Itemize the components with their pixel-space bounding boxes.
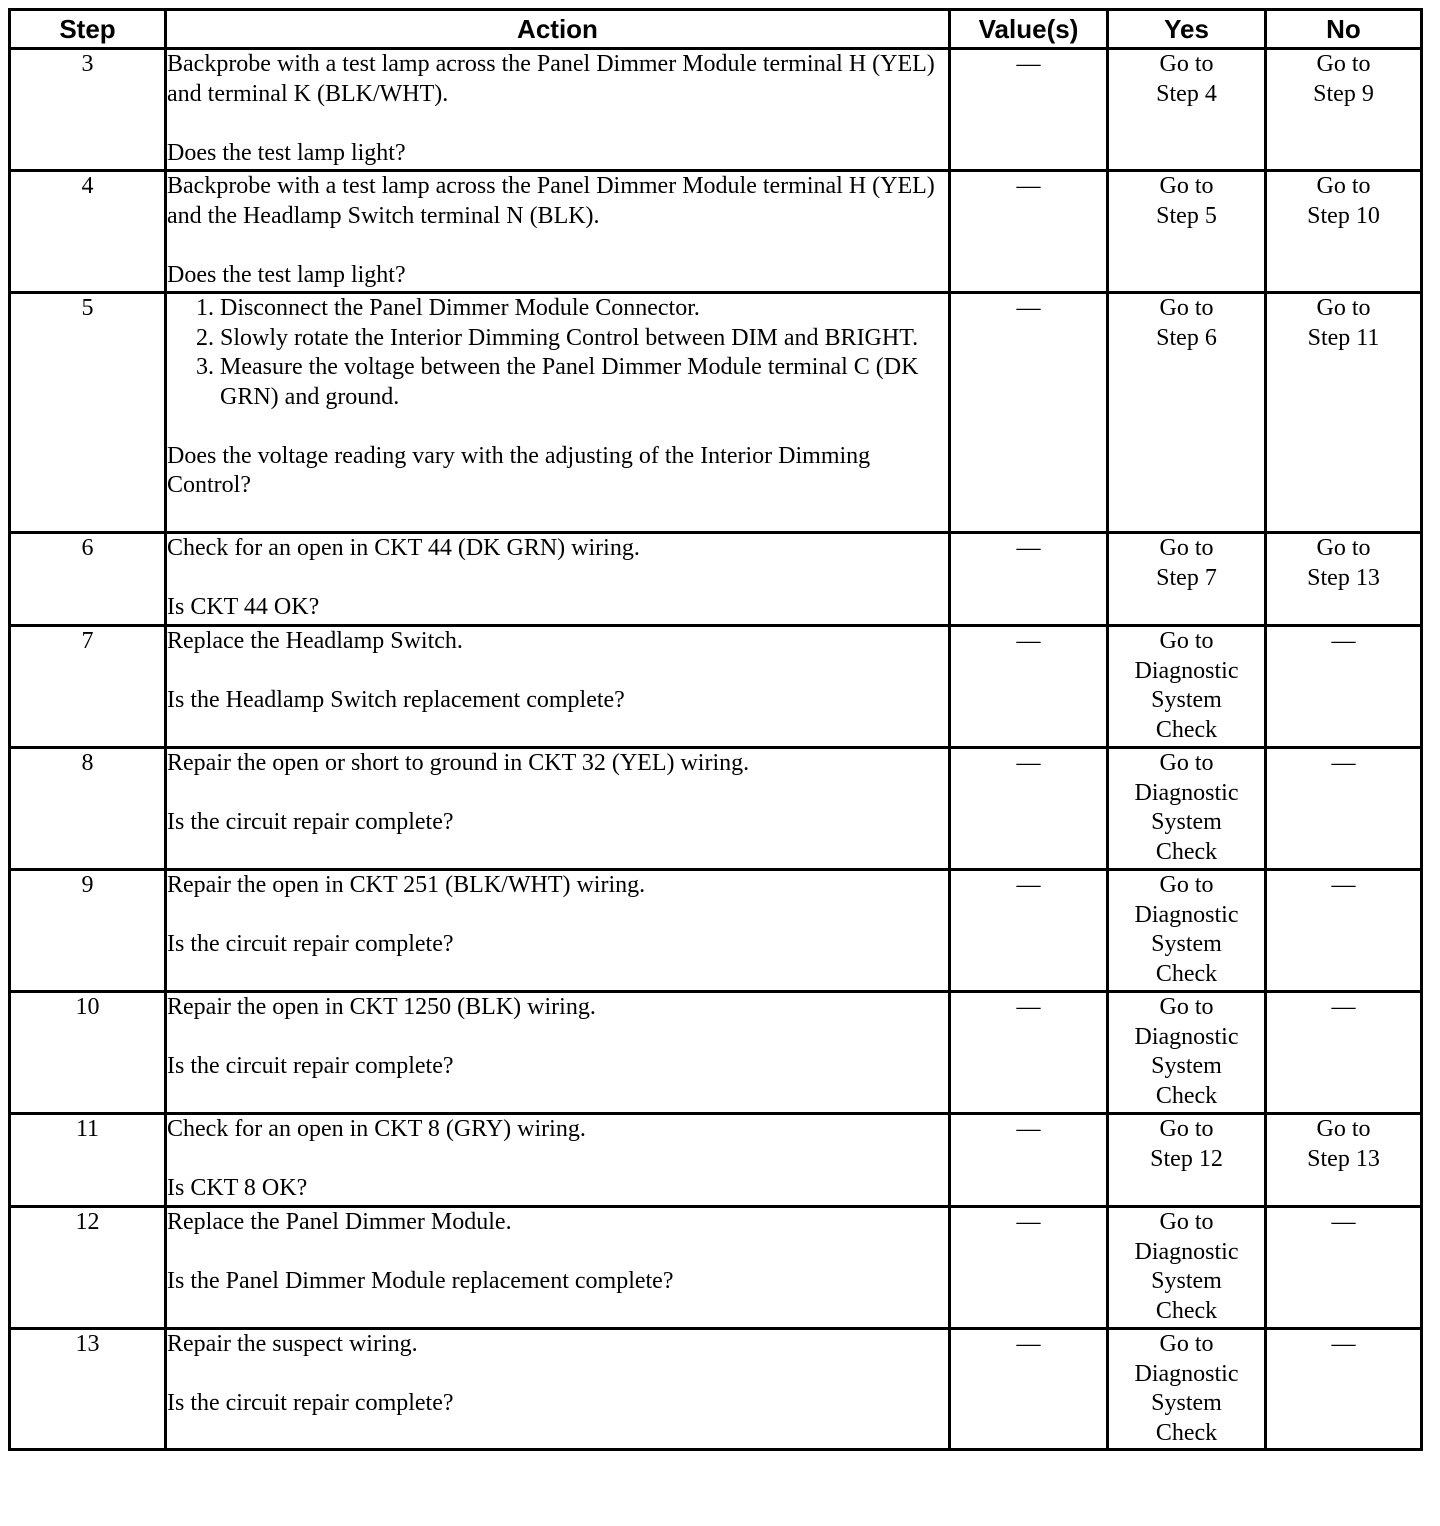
no-line: Go to: [1316, 535, 1371, 561]
action-instruction: Repair the open in CKT 1250 (BLK) wiring.: [167, 994, 596, 1020]
yes-cell: [1108, 533, 1266, 626]
no-line: Step 9: [1313, 80, 1374, 107]
table-row: [10, 171, 1422, 293]
yes-line: Go to: [1159, 872, 1214, 898]
no-line: Step 13: [1307, 1145, 1380, 1172]
no-line: Step 10: [1307, 202, 1380, 229]
no-line: Go to: [1316, 295, 1371, 321]
yes-line: Check: [1155, 838, 1218, 865]
value-cell: —: [950, 1329, 1108, 1450]
header-yes: Yes: [1108, 10, 1266, 49]
yes-line: System: [1151, 687, 1222, 713]
yes-line: Check: [1155, 1082, 1218, 1109]
yes-line: Check: [1155, 960, 1218, 987]
no-line: Step 13: [1307, 564, 1380, 591]
no-cell: [1266, 171, 1422, 293]
yes-line: Step 7: [1156, 564, 1217, 591]
value-cell: —: [950, 293, 1108, 533]
yes-line: Diagnostic: [1134, 779, 1239, 806]
action-question: Is the circuit repair complete?: [167, 1053, 454, 1079]
table-row: [10, 1207, 1422, 1329]
yes-line: Step 5: [1156, 202, 1217, 229]
value-cell: —: [950, 171, 1108, 293]
procedure-item: 1. Disconnect the Panel Dimmer Module Connector.: [220, 294, 948, 324]
action-cell: [166, 1114, 950, 1207]
yes-cell: [1108, 1114, 1266, 1207]
table-row: [10, 293, 1422, 533]
action-cell: [166, 533, 950, 626]
no-cell: [1266, 1207, 1422, 1329]
yes-cell: [1108, 992, 1266, 1114]
step-number: 3: [10, 49, 166, 171]
yes-cell: [1108, 748, 1266, 870]
no-line: Go to: [1316, 173, 1371, 199]
action-question: Is the circuit repair complete?: [167, 1390, 454, 1416]
action-cell: [166, 171, 950, 293]
yes-line: System: [1151, 1390, 1222, 1416]
action-instruction: Repair the suspect wiring.: [167, 1331, 418, 1357]
yes-line: Go to: [1159, 1116, 1214, 1142]
yes-line: Go to: [1159, 51, 1214, 77]
no-cell: [1266, 626, 1422, 748]
action-instruction: Check for an open in CKT 44 (DK GRN) wiring.: [167, 535, 640, 561]
yes-line: System: [1151, 1268, 1222, 1294]
yes-line: Go to: [1159, 750, 1214, 776]
procedure-list: [167, 294, 948, 412]
yes-line: Go to: [1159, 535, 1214, 561]
no-line: Go to: [1316, 1116, 1371, 1142]
step-number: 10: [10, 992, 166, 1114]
yes-cell: [1108, 1329, 1266, 1450]
yes-line: Go to: [1159, 1331, 1214, 1357]
no-cell: [1266, 293, 1422, 533]
table-row: [10, 49, 1422, 171]
action-instruction: Backprobe with a test lamp across the Panel Dimmer Module terminal H (YEL) and the Headlamp Switch terminal N (BLK).: [167, 173, 935, 229]
action-question: Does the test lamp light?: [167, 261, 406, 288]
yes-line: Step 6: [1156, 324, 1217, 351]
table-row: [10, 870, 1422, 992]
yes-line: Step 12: [1150, 1145, 1223, 1172]
action-instruction: Check for an open in CKT 8 (GRY) wiring.: [167, 1116, 586, 1142]
yes-line: Diagnostic: [1134, 657, 1239, 684]
yes-cell: [1108, 870, 1266, 992]
no-line: —: [1331, 1209, 1356, 1235]
value-cell: —: [950, 1114, 1108, 1207]
yes-line: Go to: [1159, 628, 1214, 654]
yes-line: Diagnostic: [1134, 1238, 1239, 1265]
yes-line: Diagnostic: [1134, 901, 1239, 928]
action-question: Is the circuit repair complete?: [167, 809, 454, 835]
action-cell: [166, 1329, 950, 1450]
action-cell: [166, 293, 950, 533]
yes-cell: [1108, 626, 1266, 748]
header-values: Value(s): [950, 10, 1108, 49]
yes-line: Go to: [1159, 173, 1214, 199]
value-cell: —: [950, 748, 1108, 870]
action-question: Is the Headlamp Switch replacement complete?: [167, 687, 625, 713]
step-number: 8: [10, 748, 166, 870]
step-number: 4: [10, 171, 166, 293]
yes-line: Go to: [1159, 994, 1214, 1020]
table-row: [10, 626, 1422, 748]
value-cell: —: [950, 1207, 1108, 1329]
value-cell: —: [950, 49, 1108, 171]
yes-line: Go to: [1159, 1209, 1214, 1235]
action-instruction: Replace the Panel Dimmer Module.: [167, 1209, 512, 1235]
action-question: Is CKT 44 OK?: [167, 594, 320, 620]
header-step: Step: [10, 10, 166, 49]
action-cell: [166, 748, 950, 870]
value-cell: —: [950, 870, 1108, 992]
no-line: —: [1331, 1331, 1356, 1357]
action-cell: [166, 626, 950, 748]
step-number: 5: [10, 293, 166, 533]
header-row: [10, 10, 1422, 49]
yes-cell: [1108, 49, 1266, 171]
action-question: Is the Panel Dimmer Module replacement complete?: [167, 1268, 674, 1294]
step-number: 11: [10, 1114, 166, 1207]
step-number: 9: [10, 870, 166, 992]
yes-line: Go to: [1159, 295, 1214, 321]
action-instruction: Backprobe with a test lamp across the Panel Dimmer Module terminal H (YEL) and terminal K (BLK/WHT).: [167, 51, 935, 107]
table-row: [10, 1329, 1422, 1450]
action-cell: [166, 992, 950, 1114]
yes-cell: [1108, 1207, 1266, 1329]
step-number: 6: [10, 533, 166, 626]
no-cell: [1266, 870, 1422, 992]
yes-line: Check: [1155, 716, 1218, 743]
yes-line: Check: [1155, 1297, 1218, 1324]
header-no: No: [1266, 10, 1422, 49]
value-cell: —: [950, 533, 1108, 626]
no-cell: [1266, 992, 1422, 1114]
yes-line: Step 4: [1156, 80, 1217, 107]
step-number: 7: [10, 626, 166, 748]
step-number: 12: [10, 1207, 166, 1329]
yes-line: System: [1151, 931, 1222, 957]
table-row: [10, 992, 1422, 1114]
yes-line: System: [1151, 1053, 1222, 1079]
value-cell: —: [950, 992, 1108, 1114]
no-cell: [1266, 1114, 1422, 1207]
step-number: 13: [10, 1329, 166, 1450]
no-cell: [1266, 1329, 1422, 1450]
no-cell: [1266, 748, 1422, 870]
yes-cell: [1108, 171, 1266, 293]
action-instruction: Replace the Headlamp Switch.: [167, 628, 463, 654]
no-line: Go to: [1316, 51, 1371, 77]
no-line: —: [1331, 750, 1356, 776]
yes-line: Diagnostic: [1134, 1023, 1239, 1050]
table-row: [10, 748, 1422, 870]
action-question: Is the circuit repair complete?: [167, 931, 454, 957]
action-cell: [166, 49, 950, 171]
value-cell: —: [950, 626, 1108, 748]
no-line: —: [1331, 628, 1356, 654]
action-question: Does the voltage reading vary with the adjusting of the Interior Dimming Control?: [167, 442, 871, 498]
yes-line: Check: [1155, 1419, 1218, 1446]
yes-cell: [1108, 293, 1266, 533]
action-instruction: Repair the open or short to ground in CKT 32 (YEL) wiring.: [167, 750, 750, 776]
action-question: Does the test lamp light?: [167, 139, 406, 166]
diagnostic-table: [8, 8, 1423, 1451]
yes-line: Diagnostic: [1134, 1360, 1239, 1387]
table-row: [10, 1114, 1422, 1207]
procedure-item: 2. Slowly rotate the Interior Dimming Control between DIM and BRIGHT.: [220, 324, 948, 354]
action-instruction: Repair the open in CKT 251 (BLK/WHT) wiring.: [167, 872, 646, 898]
no-cell: [1266, 533, 1422, 626]
action-cell: [166, 870, 950, 992]
header-action: Action: [166, 10, 950, 49]
no-line: —: [1331, 994, 1356, 1020]
no-line: Step 11: [1307, 324, 1380, 351]
table-row: [10, 533, 1422, 626]
action-question: Is CKT 8 OK?: [167, 1175, 308, 1201]
no-cell: [1266, 49, 1422, 171]
no-line: —: [1331, 872, 1356, 898]
action-cell: [166, 1207, 950, 1329]
yes-line: System: [1151, 809, 1222, 835]
procedure-item: 3. Measure the voltage between the Panel Dimmer Module terminal C (DK GRN) and ground.: [220, 353, 948, 412]
